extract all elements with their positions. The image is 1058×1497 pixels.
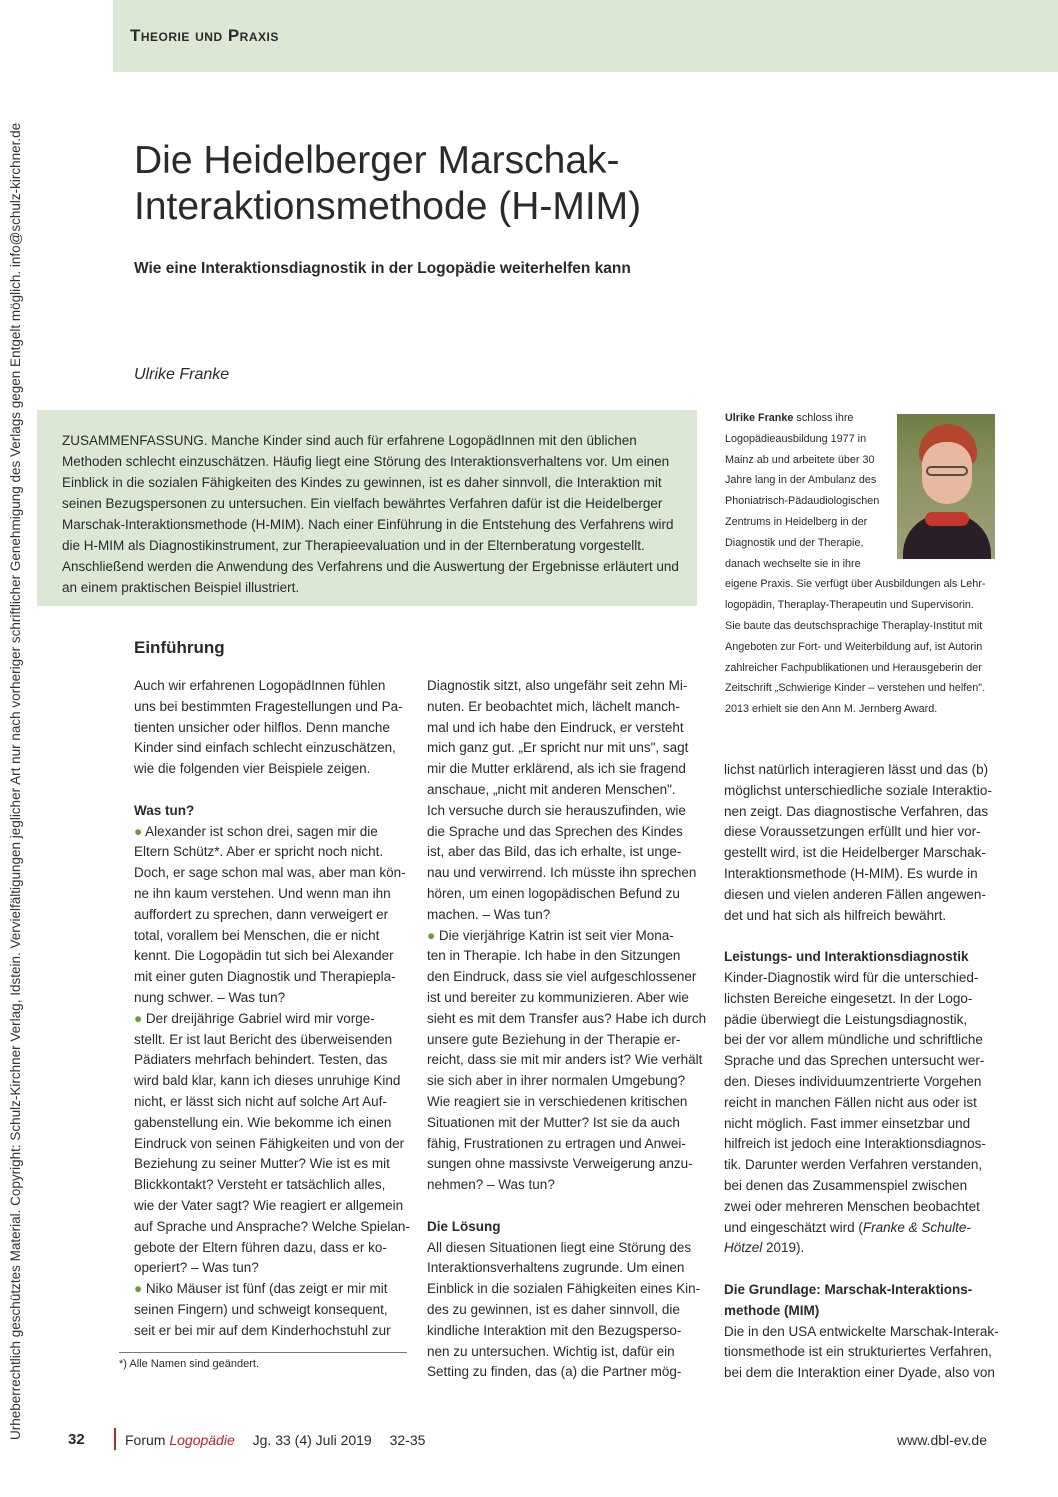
text-line xyxy=(724,1363,999,1384)
text-line xyxy=(724,1197,999,1218)
text-line xyxy=(134,1092,409,1113)
text-line xyxy=(134,759,409,780)
text-line xyxy=(724,1072,999,1093)
text-line xyxy=(134,967,409,988)
line-text: mich ganz gut. „Er spricht nur mit uns", sagt xyxy=(427,740,689,756)
text-line xyxy=(724,864,999,885)
text-line xyxy=(427,780,702,801)
line-text: den. Dieses individuumzentrierte Vorgehen xyxy=(724,1073,982,1089)
line-text: Alexander ist schon drei, sagen mir die xyxy=(145,823,378,839)
text-line xyxy=(427,1092,702,1113)
text-line xyxy=(724,1342,999,1363)
text-line xyxy=(427,905,702,926)
text-line xyxy=(134,697,409,718)
subheading xyxy=(724,1301,999,1322)
line-text: nehmen? – Was tun? xyxy=(427,1177,555,1193)
bio-line: Zeitschrift „Schwierige Kinder – verstehen und helfen". xyxy=(725,682,986,695)
bullet-icon: ● xyxy=(427,927,436,943)
website-link[interactable]: www.dbl-ev.de xyxy=(897,1432,988,1448)
line-text xyxy=(724,1261,728,1276)
line-text: All diesen Situationen liegt eine Störung des xyxy=(427,1239,692,1255)
line-text: mal und ich habe den Eindruck, er versteht xyxy=(427,719,684,735)
line-text: gestellt wird, ist die Heidelberger Marschak- xyxy=(724,845,986,861)
line-text: nen zeigt. Das diagnostische Verfahren, das xyxy=(724,803,989,819)
text-line xyxy=(427,946,702,967)
line-text: lichst natürlich interagieren lässt und das (b) xyxy=(724,762,989,777)
article-title xyxy=(134,138,694,230)
text-line xyxy=(427,1071,702,1092)
line-text: Was tun? xyxy=(134,802,195,818)
text-line xyxy=(427,1154,702,1175)
text-line xyxy=(427,676,702,697)
section-label: Theorie und Praxis xyxy=(130,26,279,45)
text-line xyxy=(724,926,999,947)
bio-line: Sie baute das deutschsprachige Theraplay-Institut mit xyxy=(725,619,983,632)
line-text: Der dreijährige Gabriel wird mir vorge- xyxy=(145,1010,375,1026)
text-line xyxy=(427,1009,707,1030)
text-line xyxy=(427,988,702,1009)
journal-logo: Logopädie xyxy=(169,1432,235,1448)
title-line-1: Die Heidelberger Marschak- xyxy=(134,139,620,182)
text-line xyxy=(134,738,409,759)
bio-line: Phoniatrisch-Pädaudiologischen xyxy=(725,495,880,508)
text-line xyxy=(724,1238,999,1259)
text-line xyxy=(134,676,409,697)
copyright-side-note: Urheberrechtlich geschütztes Material. Copyright: Schulz-Kirchner Verlag, Idstein. Vervielfältigungen jeglicher Art nur nach vorheriger schriftlicher Genehmigung des Verlags gegen Entgelt möglich. info@schulz-kirchner.de xyxy=(8,122,23,1440)
line-text: operiert? – Was tun? xyxy=(134,1260,259,1276)
abstract-text: ZUSAMMENFASSUNG. Manche Kinder sind auch für erfahrene LogopädInnen mit den üblichen Methoden schlecht einzuschätzen. Häufig liegt eine Störung des Interaktionsverhaltens vor. Um einen Einblick in die sozialen Fähigkeiten des Kindes zu gewinnen, ist es daher sinnvoll, die Interaktion mit seinen Bezugspersonen zu untersuchen. Ein vielfach bewährtes Verfahren dafür ist die Heidelberger Marschak-Interaktionsmethode (H-MIM). Nach einer Einführung in die Entstehung des Verfahrens wird die H-MIM als Diagnostikinstrument, zur Therapieevaluation und in der Elternberatung vorgestellt. Anschließend werden die Anwendung des Verfahrens und die Auswertung der Ergebnisse erläutert und an einem praktischen Beispiel illustriert. xyxy=(62,433,679,595)
line-text: reicht, dass sie mit mir anders ist? Wie verhält xyxy=(427,1052,703,1068)
line-text: auffordert zu sprechen, dann verweigert er xyxy=(134,906,389,922)
line-text: bei der vor allem mündliche und schriftliche xyxy=(724,1032,983,1048)
abstract-box xyxy=(37,410,697,606)
text-line xyxy=(134,842,409,863)
bio-line: 2013 erhielt sie den Ann M. Jernberg Award. xyxy=(725,703,938,716)
bio-line: eigene Praxis. Sie verfügt über Ausbildungen als Lehr- xyxy=(725,578,986,591)
line-text: nau und verwirrend. Ich müsste ihn sprechen xyxy=(427,865,697,881)
text-line xyxy=(427,738,702,759)
line-text: sieht es mit dem Transfer aus? Habe ich durch xyxy=(427,1010,707,1026)
line-text: seit er bei mir auf dem Kinderhochstuhl zur xyxy=(134,1322,391,1338)
text-line xyxy=(724,1051,999,1072)
line-text: und eingeschätzt wird (Franke & Schulte- xyxy=(724,1219,971,1235)
text-line xyxy=(724,968,999,989)
text-line xyxy=(134,926,409,947)
line-text: tienten unsicher oder hilflos. Denn manche xyxy=(134,719,390,735)
page-number: 32 xyxy=(68,1431,85,1448)
text-line xyxy=(724,1218,999,1239)
line-text: fähig, Frustrationen zu ertragen und Anwei- xyxy=(427,1135,686,1151)
text-line xyxy=(134,1300,409,1321)
line-text: sungen ohne massivste Verweigerung anzu- xyxy=(427,1156,693,1172)
text-line xyxy=(427,863,702,884)
journal-pages: 32-35 xyxy=(389,1432,426,1448)
line-text: möglichst unterschiedliche soziale Interaktio- xyxy=(724,782,992,798)
line-text xyxy=(724,928,728,943)
line-text xyxy=(427,1198,431,1213)
line-text: seinen Fingern) und schweigt konsequent, xyxy=(134,1301,388,1317)
article-subtitle: Wie eine Interaktionsdiagnostik in der Logopädie weiterhelfen kann xyxy=(134,260,631,277)
line-text: die Sprache und das Sprechen des Kindes xyxy=(427,823,683,839)
bio-line: Zentrums in Heidelberg in der xyxy=(725,515,868,528)
line-text: Setting zu finden, das (a) die Partner mög- xyxy=(427,1364,682,1380)
text-line xyxy=(724,1030,999,1051)
text-line xyxy=(134,988,409,1009)
line-text: wird bald klar, kann ich dieses unruhige Kind xyxy=(134,1073,401,1089)
line-text: Leistungs- und Interaktionsdiagnostik xyxy=(724,949,969,965)
text-line xyxy=(427,1342,702,1363)
line-text: sie sich aber in ihrer normalen Umgebung? xyxy=(427,1073,686,1089)
text-line xyxy=(134,1279,409,1300)
line-text: nicht möglich. Fast immer einsetzbar und xyxy=(724,1115,971,1131)
line-text: Diagnostik sitzt, also ungefähr seit zehn Mi- xyxy=(427,678,688,693)
line-text: mit einer guten Diagnostik und Therapiepla- xyxy=(134,969,396,985)
line-text: diese Voraussetzungen erfüllt und hier vor- xyxy=(724,824,981,840)
footnote: *) Alle Namen sind geändert. xyxy=(119,1358,260,1370)
line-text: Wie reagiert sie in verschiedenen kritischen xyxy=(427,1093,688,1109)
text-line xyxy=(134,946,409,967)
bio-line: Angeboten zur Fort- und Weiterbildung auf, ist Autorin xyxy=(725,640,983,653)
line-text xyxy=(134,782,138,797)
line-text: bei dem die Interaktion einer Dyade, also von xyxy=(724,1365,995,1381)
line-text: Ich versuche durch sie herauszufinden, wie xyxy=(427,802,686,818)
text-line xyxy=(134,1154,409,1175)
line-text: Eltern Schütz*. Aber er spricht noch nicht. xyxy=(134,844,384,860)
text-line xyxy=(427,1030,702,1051)
text-line xyxy=(427,759,702,780)
text-line xyxy=(724,1134,999,1155)
line-text: Doch, er sage schon mal was, aber man kön- xyxy=(134,865,406,881)
text-line xyxy=(724,1155,999,1176)
text-line xyxy=(427,1362,702,1383)
text-line xyxy=(427,842,702,863)
column-2 xyxy=(427,676,707,1383)
bio-first-line xyxy=(725,408,1000,429)
bio-name: Ulrike Franke xyxy=(725,412,794,424)
text-line xyxy=(724,885,999,906)
text-line xyxy=(134,1258,409,1279)
footnote-rule xyxy=(119,1352,407,1353)
line-text: uns bei bestimmten Fragestellungen und Pa- xyxy=(134,698,403,714)
text-line xyxy=(427,1238,702,1259)
journal-info xyxy=(125,1432,425,1448)
line-text: nuten. Er beobachtet mich, lächelt manch- xyxy=(427,698,680,714)
line-text: Interaktionsverhaltens zugrunde. Um einen xyxy=(427,1260,685,1276)
line-text: Kinder sind einfach schlecht einzuschätzen, xyxy=(134,740,396,756)
line-text: tionsmethode ist ein strukturiertes Verfahren, xyxy=(724,1344,992,1360)
line-text: machen. – Was tun? xyxy=(427,906,551,922)
line-text: nicht, er lässt sich nicht auf solche Art Auf- xyxy=(134,1093,387,1109)
line-text: Pädiaters mehrfach behindert. Testen, das xyxy=(134,1052,388,1068)
text-line xyxy=(134,905,409,926)
subheading xyxy=(724,1280,999,1301)
author-bio xyxy=(725,408,1000,720)
subheading xyxy=(427,1217,702,1238)
line-text: wie der Vater sagt? Wie reagiert er allgemein xyxy=(134,1197,404,1213)
text-line xyxy=(427,822,702,843)
line-text: total, vorallem bei Menschen, die er nicht xyxy=(134,927,380,943)
bio-line: zahlreicher Fachpublikationen und Herausgeberin der xyxy=(725,661,982,674)
column-3 xyxy=(724,760,999,1384)
text-line xyxy=(427,1279,702,1300)
text-line xyxy=(724,802,999,823)
text-line xyxy=(427,1321,702,1342)
text-line xyxy=(134,863,409,884)
text-line xyxy=(427,697,702,718)
text-line xyxy=(724,760,999,781)
text-line xyxy=(724,822,999,843)
text-line xyxy=(427,1258,702,1279)
line-text: Die in den USA entwickelte Marschak-Interak- xyxy=(724,1323,999,1339)
bio-line: danach wechselte sie in ihre xyxy=(725,557,861,570)
text-line xyxy=(134,718,409,739)
text-line xyxy=(724,989,999,1010)
line-text: kennt. Die Logopädin tut sich bei Alexander xyxy=(134,948,394,964)
text-line xyxy=(134,1196,409,1217)
text-line xyxy=(724,906,999,927)
line-text: pädie überwiegt die Leistungsdiagnostik, xyxy=(724,1011,968,1027)
bullet-icon: ● xyxy=(134,1281,143,1297)
bio-line: Mainz ab und arbeitete über 30 xyxy=(725,453,875,466)
bio-line: Jahre lang in der Ambulanz des xyxy=(725,474,877,487)
line-text: zwei oder mehreren Menschen beobachtet xyxy=(724,1198,980,1214)
text-line xyxy=(427,801,702,822)
line-text: Die vierjährige Katrin ist seit vier Mona- xyxy=(438,927,674,943)
line-text: Blickkontakt? Versteht er tatsächlich alles, xyxy=(134,1177,386,1193)
line-text: Situationen mit der Mutter? Ist sie da auch xyxy=(427,1114,680,1130)
bio-line: Diagnostik und der Therapie, xyxy=(725,536,864,549)
journal-forum: Forum xyxy=(125,1432,166,1448)
text-line xyxy=(724,781,999,802)
line-text: wie die folgenden vier Beispiele zeigen. xyxy=(134,761,371,777)
subheading xyxy=(134,801,409,822)
bullet-icon: ● xyxy=(134,823,143,839)
text-line xyxy=(134,1321,409,1342)
text-line xyxy=(724,1259,999,1280)
line-text: tik. Darunter werden Verfahren verstanden, xyxy=(724,1157,983,1173)
article-author: Ulrike Franke xyxy=(134,366,230,383)
text-line xyxy=(134,1071,409,1092)
line-text: reicht in manchen Fällen nicht aus oder ist xyxy=(724,1094,977,1110)
text-line xyxy=(134,1113,409,1134)
line-text: Beziehung zu seiner Mutter? Wie ist es mit xyxy=(134,1156,390,1172)
text-line xyxy=(134,822,409,843)
text-line xyxy=(427,884,702,905)
line-text: hören, um einen logopädischen Befund zu xyxy=(427,885,680,901)
text-line xyxy=(427,1050,702,1071)
subheading xyxy=(724,947,999,968)
journal-issue: Jg. 33 (4) Juli 2019 xyxy=(252,1432,372,1448)
line-text: ne ihn kaum verstehen. Und wenn man ihn xyxy=(134,885,391,901)
line-text: auf Sprache und Ansprache? Welche Spielan- xyxy=(134,1218,410,1234)
text-line xyxy=(134,1009,409,1030)
text-line xyxy=(427,1113,702,1134)
line-text: Auch wir erfahrenen LogopädInnen fühlen xyxy=(134,678,386,693)
line-text: bei denen das Zusammenspiel zwischen xyxy=(724,1177,968,1193)
bullet-icon: ● xyxy=(134,1010,143,1026)
text-line xyxy=(427,1196,702,1217)
line-text: ist und bereiter zu kommunizieren. Aber wie xyxy=(427,989,689,1005)
text-line xyxy=(724,1114,999,1135)
line-text: anschaue, „nicht mit anderen Menschen". xyxy=(427,781,676,797)
bio-first-text: schloss ihre xyxy=(793,412,854,424)
line-text: Eindruck von seinen Fähigkeiten und von der xyxy=(134,1135,405,1151)
column-1 xyxy=(134,676,409,1342)
title-line-2: Interaktionsmethode (H-MIM) xyxy=(134,185,642,228)
text-line xyxy=(134,1134,409,1155)
line-text: gabenstellung ein. Wie bekomme ich einen xyxy=(134,1114,392,1130)
text-line xyxy=(134,1217,409,1238)
line-text: Einblick in die sozialen Fähigkeiten eines Kin- xyxy=(427,1281,701,1297)
line-text: hilfreich ist jedoch eine Interaktionsdiagnos- xyxy=(724,1136,986,1152)
line-text: det und hat sich als hilfreich bewährt. xyxy=(724,907,947,923)
text-line xyxy=(427,967,702,988)
text-line xyxy=(427,1300,702,1321)
text-line xyxy=(134,1175,409,1196)
intro-heading: Einführung xyxy=(134,638,225,657)
text-line xyxy=(134,884,409,905)
line-text: Die Lösung xyxy=(427,1218,501,1234)
text-line xyxy=(427,718,702,739)
text-line xyxy=(427,926,702,947)
text-line xyxy=(724,1176,999,1197)
text-line xyxy=(724,1322,999,1343)
text-line xyxy=(724,1010,999,1031)
bio-line: Logopädieausbildung 1977 in xyxy=(725,432,867,445)
line-text: Hötzel 2019). xyxy=(724,1240,805,1256)
text-line xyxy=(134,780,409,801)
bio-line: logopädin, Theraplay-Therapeutin und Supervisorin. xyxy=(725,599,974,612)
text-line xyxy=(724,1093,999,1114)
line-text: den Eindruck, dass sie viel aufgeschlossener xyxy=(427,969,697,985)
line-text: gebote der Eltern führen dazu, dass er ko- xyxy=(134,1239,387,1255)
line-text: Die Grundlage: Marschak-Interaktions- xyxy=(724,1281,973,1297)
line-text: ist, aber das Bild, das ich erhalte, ist unge- xyxy=(427,844,682,860)
line-text: diesen und vielen anderen Fällen angewen- xyxy=(724,886,986,902)
line-text: unsere gute Beziehung in der Therapie er- xyxy=(427,1031,681,1047)
line-text: Niko Mäuser ist fünf (das zeigt er mir mit xyxy=(145,1281,388,1297)
text-line xyxy=(427,1175,702,1196)
line-text: nen zu untersuchen. Wichtig ist, dafür ein xyxy=(427,1343,675,1359)
line-text: mir die Mutter erklärend, als ich sie fragend xyxy=(427,761,686,777)
line-text: methode (MIM) xyxy=(724,1302,820,1318)
footer-divider xyxy=(114,1428,116,1450)
line-text: ten in Therapie. Ich habe in den Sitzungen xyxy=(427,948,681,964)
text-line xyxy=(427,1134,702,1155)
line-text: lichsten Bereiche eingesetzt. In der Logo- xyxy=(724,990,973,1006)
text-line xyxy=(724,843,999,864)
line-text: kindliche Interaktion mit den Bezugsperso- xyxy=(427,1322,682,1338)
line-text: Interaktionsmethode (H-MIM). Es wurde in xyxy=(724,865,978,881)
line-text: des zu gewinnen, ist es daher sinnvoll, die xyxy=(427,1301,680,1317)
line-text: stellt. Er ist laut Bericht des überweisenden xyxy=(134,1031,393,1047)
text-line xyxy=(134,1050,409,1071)
line-text: Kinder-Diagnostik wird für die unterschied- xyxy=(724,969,979,985)
line-text: Sprache und das Sprechen untersucht wer- xyxy=(724,1053,985,1069)
text-line xyxy=(134,1030,409,1051)
text-line xyxy=(134,1238,409,1259)
line-text: nung schwer. – Was tun? xyxy=(134,989,286,1005)
